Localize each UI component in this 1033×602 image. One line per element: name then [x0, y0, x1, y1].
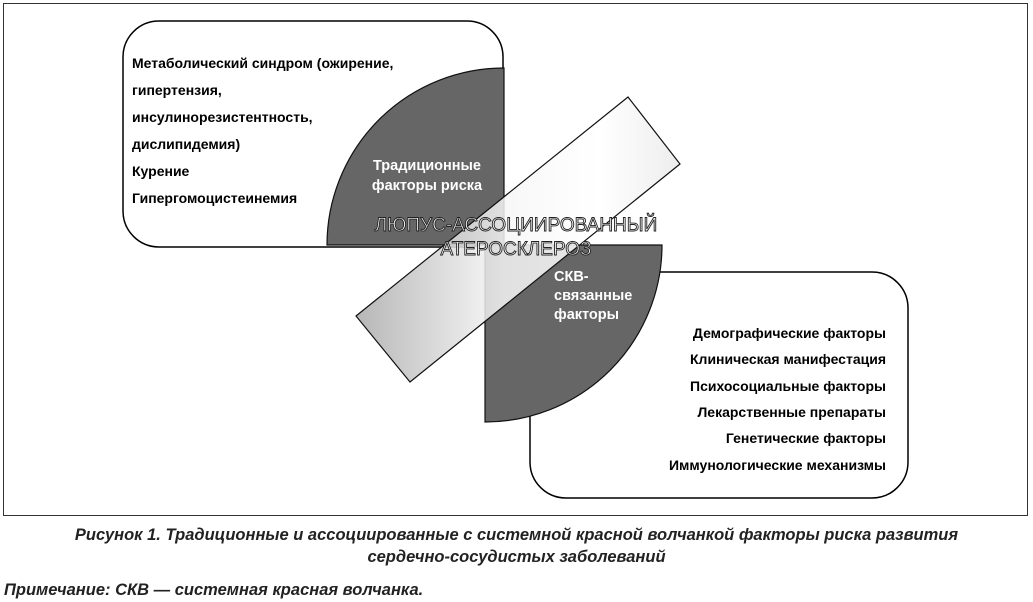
traditional-heading-line: Традиционные — [373, 158, 481, 174]
sle-factor-item: Генетические факторы — [725, 430, 886, 446]
figure-caption-continued: сердечно-сосудистых заболеваний — [367, 548, 666, 566]
center-label-line: ЛЮПУС-АССОЦИИРОВАННЫЙ — [374, 215, 658, 236]
sle-factor-item: Лекарственные препараты — [697, 404, 886, 420]
sle-factor-item: Иммунологические механизмы — [668, 457, 886, 473]
traditional-factor-item: гипертензия, — [132, 82, 222, 98]
sle-heading-line: СКВ- — [554, 269, 589, 285]
center-label-line: АТЕРОСКЛЕРОЗ — [440, 239, 592, 260]
sle-factor-item: Клиническая манифестация — [690, 351, 886, 367]
traditional-factor-item: Метаболический синдром (ожирение, — [132, 55, 394, 71]
sle-heading-line: факторы — [554, 307, 620, 323]
sle-factor-item: Демографические факторы — [692, 325, 886, 341]
traditional-factor-item: инсулинорезистентность, — [132, 109, 313, 125]
sle-factor-item: Психосоциальные факторы — [690, 378, 886, 394]
figure-note: Примечание: СКВ — системная красная волчанка. — [4, 581, 424, 599]
traditional-factor-item: Гипергомоцистеинемия — [132, 190, 298, 206]
figure-caption: Рисунок 1. Традиционные и ассоциированные с системной красной волчанкой факторы риска развития — [74, 526, 959, 544]
traditional-factor-item: Курение — [132, 163, 190, 179]
traditional-factor-item: дислипидемия) — [132, 136, 241, 152]
traditional-heading-line: факторы риска — [371, 178, 483, 194]
sle-heading-line: связанные — [554, 288, 633, 304]
